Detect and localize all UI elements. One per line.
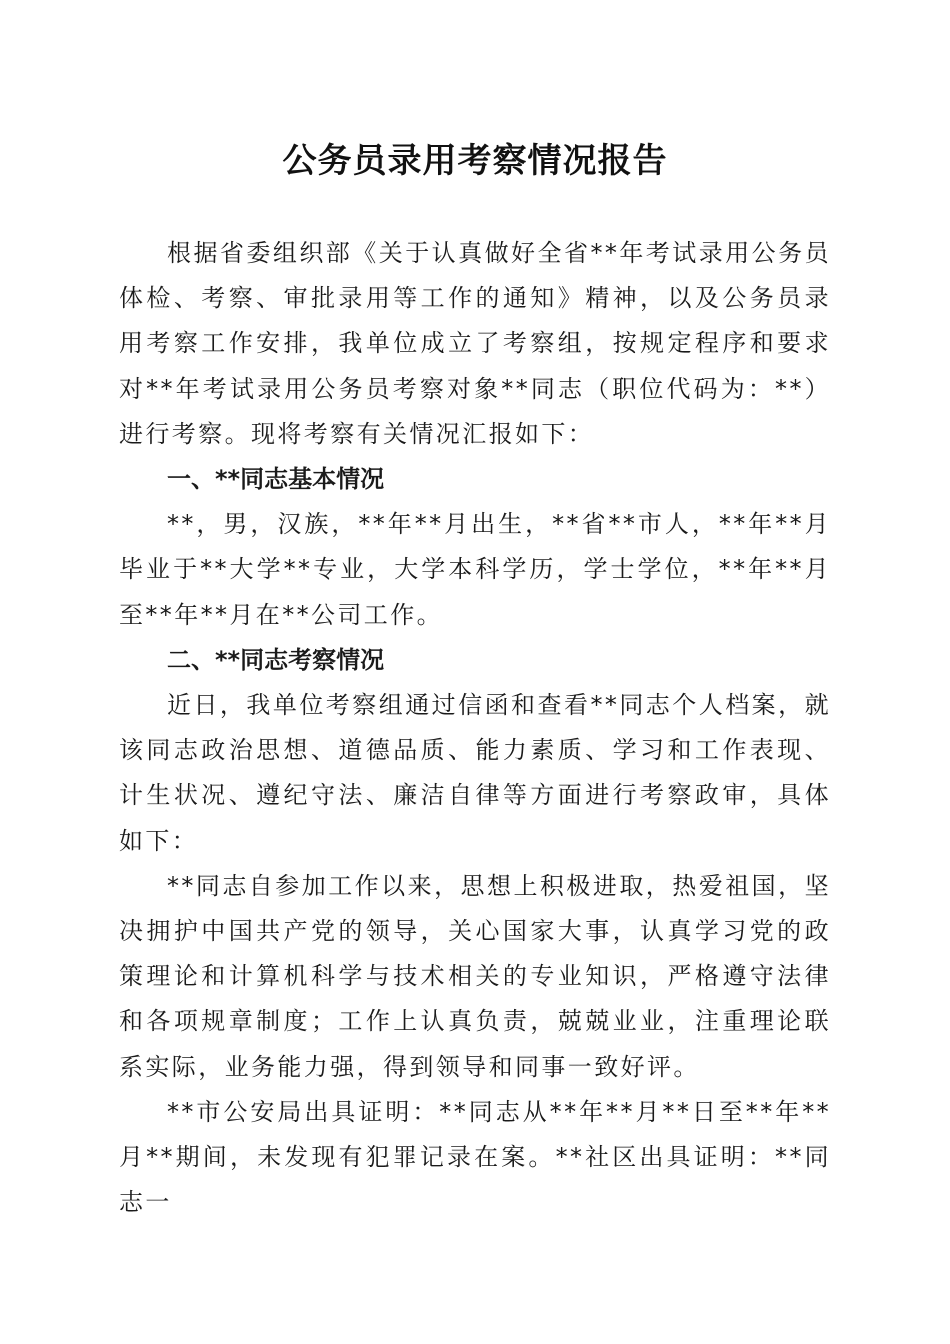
intro-paragraph: 根据省委组织部《关于认真做好全省**年考试录用公务员体检、考察、审批录用等工作的通知》精神，以及公务员录用考察工作安排，我单位成立了考察组，按规定程序和要求对**年考试录用公务员考察对象**同志（职位代码为：**）进行考察。现将考察有关情况汇报如下： bbox=[119, 239, 831, 448]
section-heading-basic-info: 一、**同志基本情况 bbox=[167, 465, 385, 494]
basic-info-paragraph: **，男，汉族，**年**月出生，**省**市人，**年**月毕业于**大学**专业，大学本科学历，学士学位，**年**月至**年**月在**公司工作。 bbox=[119, 510, 831, 629]
performance-paragraph: **同志自参加工作以来，思想上积极进取，热爱祖国，坚决拥护中国共产党的领导，关心国家大事，认真学习党的政策理论和计算机科学与技术相关的专业知识，严格遵守法律和各项规章制度；工作上认真负责，兢兢业业，注重理论联系实际，业务能力强，得到领导和同事一致好评。 bbox=[119, 871, 831, 1081]
section-heading-inspection: 二、**同志考察情况 bbox=[167, 645, 385, 674]
document-title: 公务员录用考察情况报告 bbox=[282, 141, 668, 181]
document-body bbox=[119, 231, 831, 1225]
inspection-intro-paragraph: 近日，我单位考察组通过信函和查看**同志个人档案，就该同志政治思想、道德品质、能力素质、学习和工作表现、计生状况、遵纪守法、廉洁自律等方面进行考察政审，具体如下： bbox=[119, 691, 831, 855]
certificate-paragraph: **市公安局出具证明：**同志从**年**月**日至**年**月**期间，未发现有犯罪记录在案。**社区出具证明：**同志一 bbox=[119, 1097, 831, 1217]
